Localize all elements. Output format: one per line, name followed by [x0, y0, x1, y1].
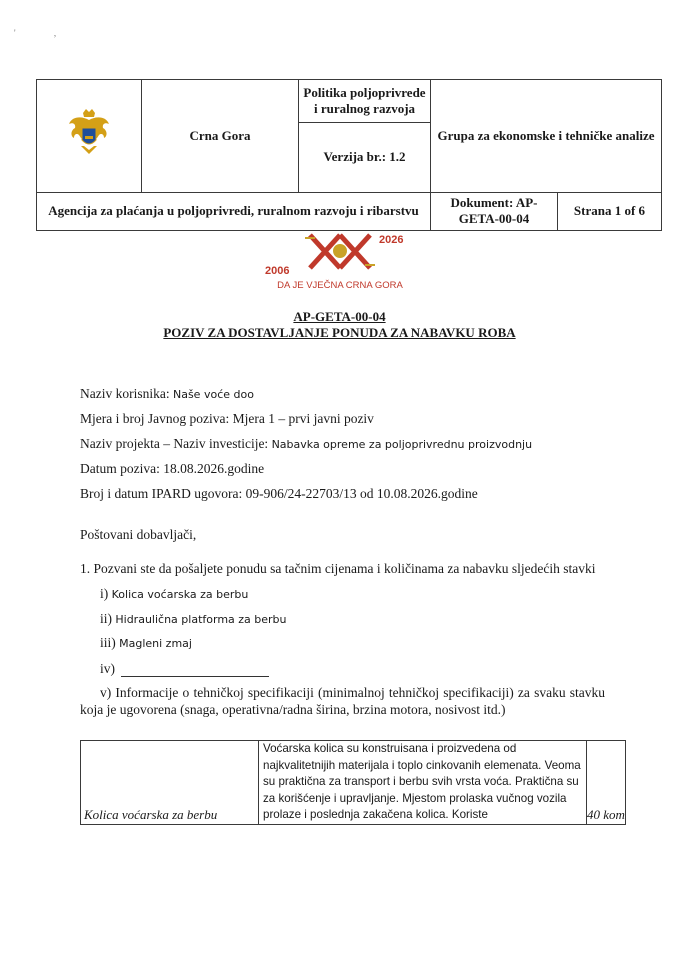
- policy-cell: Politika poljoprivrede i ruralnog razvoja: [299, 80, 431, 123]
- small-crest-icon: [333, 244, 347, 258]
- list-item: ii) Hidraulična platforma za berbu: [100, 611, 287, 626]
- greeting: Poštovani dobavljači,: [80, 527, 197, 542]
- field-contract: [80, 486, 478, 502]
- logo-year-left: 2006: [265, 265, 290, 277]
- field-value: Mjera 1 – prvi javni poziv: [232, 411, 374, 426]
- field-label: Naziv projekta – Naziv investicije:: [80, 436, 269, 451]
- table-row: [81, 741, 626, 825]
- scan-marks: ' ,: [14, 28, 75, 38]
- group-cell: Grupa za ekonomske i tehničke analize: [431, 80, 662, 193]
- agency-cell: Agencija za plaćanja u poljoprivredi, ruralnom razvoju i ribarstvu: [37, 193, 431, 231]
- field-label: Naziv korisnika:: [80, 386, 170, 401]
- document-title: POZIV ZA DOSTAVLJANJE PONUDA ZA NABAVKU ROBA: [163, 325, 516, 340]
- field-label: Broj i datum IPARD ugovora:: [80, 486, 243, 501]
- spec-item-quantity: 40 kom: [587, 741, 626, 825]
- document-cell: Dokument: AP-GETA-00-04: [431, 193, 558, 231]
- field-project: [80, 436, 532, 452]
- field-value: 18.08.2026.godine: [163, 461, 265, 476]
- field-beneficiary: [80, 386, 254, 402]
- list-item: iv): [100, 661, 269, 677]
- anniversary-logo: [255, 230, 425, 292]
- intro-paragraph: 1. Pozvani ste da pošaljete ponudu sa tačnim cijenama i količinama za nabavku sljedećih stavki: [80, 561, 596, 576]
- logo-slogan: DA JE VJEČNA CRNA GORA: [277, 280, 403, 291]
- spec-table: [80, 740, 626, 825]
- page-number-cell: Strana 1 of 6: [558, 193, 662, 231]
- montenegro-coat-of-arms-icon: [67, 108, 111, 160]
- field-value: Nabavka opreme za poljoprivrednu proizvodnju: [271, 438, 533, 451]
- country-title: Crna Gora: [142, 80, 299, 193]
- spec-item-name: Kolica voćarska za berbu: [81, 741, 259, 825]
- spec-intro-paragraph: v) Informacije o tehničkoj specifikaciji (minimalnoj tehničkoj specifikaciji) za svaku stavku koja je ugovorena (snaga, operativna/radna širina, brzina motora, nosivost itd.): [80, 685, 605, 717]
- list-item: i) Kolica voćarska za berbu: [100, 586, 249, 601]
- field-label: Mjera i broj Javnog poziva:: [80, 411, 230, 426]
- field-value: Naše voće doo: [172, 388, 254, 401]
- spec-item-description: Voćarska kolica su konstruisana i proizvedena od najkvalitetnijih materijala i toplo cinkovanih elemenata. Veoma su praktična za transport i berbu svih vrsta voća. Praktična su za korišćenje i upravljanje. Mjestom prolaska vučnog vozila prolaze i poslednja zakačena kolica. Koriste: [259, 741, 587, 825]
- list-item: iii) Magleni zmaj: [100, 635, 192, 650]
- field-label: Datum poziva:: [80, 461, 160, 476]
- field-date: [80, 461, 264, 477]
- version-cell: Verzija br.: 1.2: [299, 122, 431, 192]
- document-header-table: [36, 79, 662, 231]
- coat-of-arms-cell: [37, 80, 142, 193]
- field-value: 09-906/24-22703/13 od 10.08.2026.godine: [245, 486, 478, 501]
- field-measure: [80, 411, 374, 427]
- logo-year-right: 2026: [379, 234, 404, 246]
- blank-item-line: [121, 664, 269, 677]
- document-code: AP-GETA-00-04: [293, 309, 386, 324]
